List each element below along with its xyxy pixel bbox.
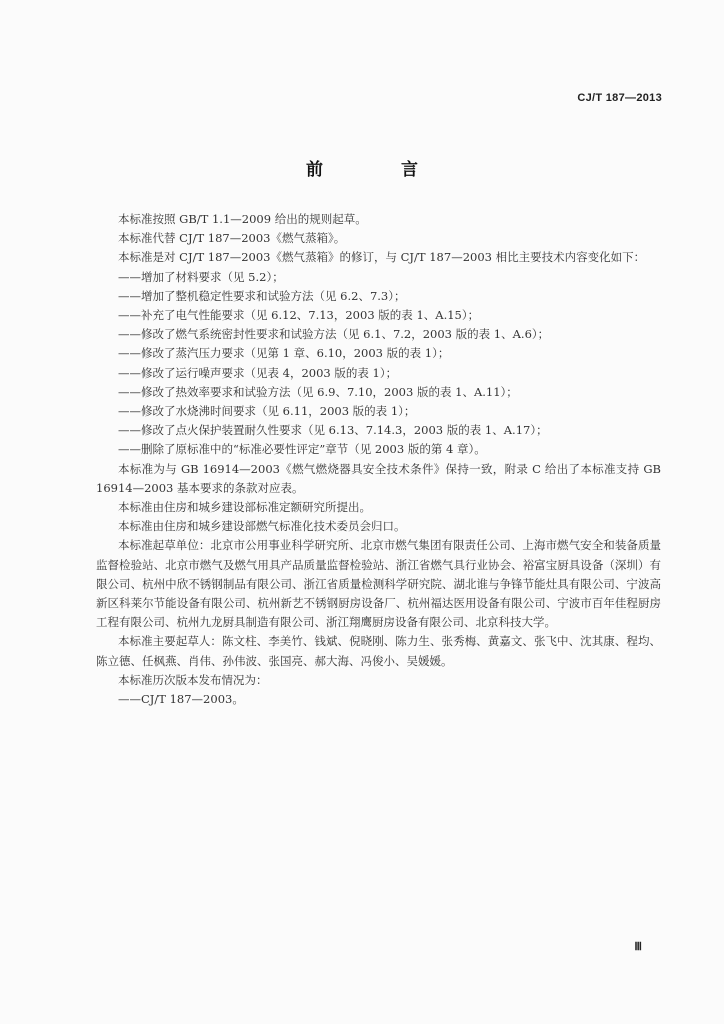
change-item: ——修改了蒸汽压力要求（见第 1 章、6.10，2003 版的表 1）； bbox=[118, 346, 450, 361]
paragraph-replaces: 本标准代替 CJ/T 187—2003《燃气蒸箱》。 bbox=[118, 231, 346, 246]
paragraph-drafting-rules: 本标准按照 GB/T 1.1—2009 给出的规则起草。 bbox=[118, 212, 367, 226]
change-item: ——增加了材料要求（见 5.2）； bbox=[118, 269, 284, 284]
paragraph-under-jurisdiction: 本标准由住房和城乡建设部燃气标准化技术委员会归口。 bbox=[118, 519, 406, 534]
change-item: ——修改了水烧沸时间要求（见 6.11，2003 版的表 1）； bbox=[118, 404, 416, 419]
paragraph-revision-intro: 本标准是对 CJ/T 187—2003《燃气蒸箱》的修订，与 CJ/T 187—2003 相比主要技术内容变化如下： bbox=[118, 250, 646, 265]
foreword-body bbox=[96, 210, 661, 709]
paragraph-consistency: 本标准为与 GB 16914—2003《燃气燃烧器具安全技术条件》保持一致，附录 C 给出了本标准支持 GB 16914—2003 基本要求的条款对应表。 bbox=[96, 461, 661, 495]
change-item: ——修改了点火保护装置耐久性要求（见 6.13、7.14.3，2003 版的表 1、A.17）； bbox=[118, 423, 548, 438]
change-item: ——增加了整机稳定性要求和试验方法（见 6.2、7.3）； bbox=[118, 288, 406, 303]
change-item: ——修改了运行噪声要求（见表 4，2003 版的表 1）； bbox=[118, 365, 398, 380]
standard-code: CJ/T 187—2013 bbox=[577, 92, 662, 104]
change-item: ——修改了热效率要求和试验方法（见 6.9、7.10，2003 版的表 1、A.11）； bbox=[118, 384, 518, 399]
change-item: ——修改了燃气系统密封性要求和试验方法（见 6.1、7.2，2003 版的表 1、A.6）； bbox=[118, 327, 550, 342]
paragraph-drafting-organizations: 本标准起草单位：北京市公用事业科学研究所、北京市燃气集团有限责任公司、上海市燃气安全和装备质量监督检验站、北京市燃气及燃气用具产品质量监督检验站、浙江省燃气具行业协会、裕富宝厨具设备（深圳）有限公司、杭州中欣不锈钢制品有限公司、浙江省质量检测科学研究院、湖北谁与争锋节能灶具有限公司、宁波高新区科莱尔节能设备有限公司、杭州新艺不锈钢厨房设备厂、杭州福达医用设备有限公司、宁波市百年佳程厨房工程有限公司、杭州九龙厨具制造有限公司、浙江翔鹰厨房设备有限公司、北京科技大学。 bbox=[96, 538, 661, 630]
page-number: Ⅲ bbox=[634, 941, 642, 953]
change-item: ——删除了原标准中的“标准必要性评定”章节（见 2003 版的第 4 章）。 bbox=[118, 442, 486, 457]
version-item: ——CJ/T 187—2003。 bbox=[118, 692, 244, 707]
change-item: ——补充了电气性能要求（见 6.12、7.13，2003 版的表 1、A.15）； bbox=[118, 308, 480, 323]
paragraph-main-drafters: 本标准主要起草人：陈文柱、李美竹、钱斌、倪晓刚、陈力生、张秀梅、黄嘉文、张飞中、沈其康、程均、陈立德、任枫燕、肖伟、孙伟波、张国亮、郝大海、冯俊小、吴媛媛。 bbox=[96, 634, 661, 668]
paragraph-proposed-by: 本标准由住房和城乡建设部标准定额研究所提出。 bbox=[118, 500, 371, 515]
section-title: 前 言 bbox=[306, 160, 454, 180]
paragraph-version-history: 本标准历次版本发布情况为： bbox=[118, 672, 268, 687]
